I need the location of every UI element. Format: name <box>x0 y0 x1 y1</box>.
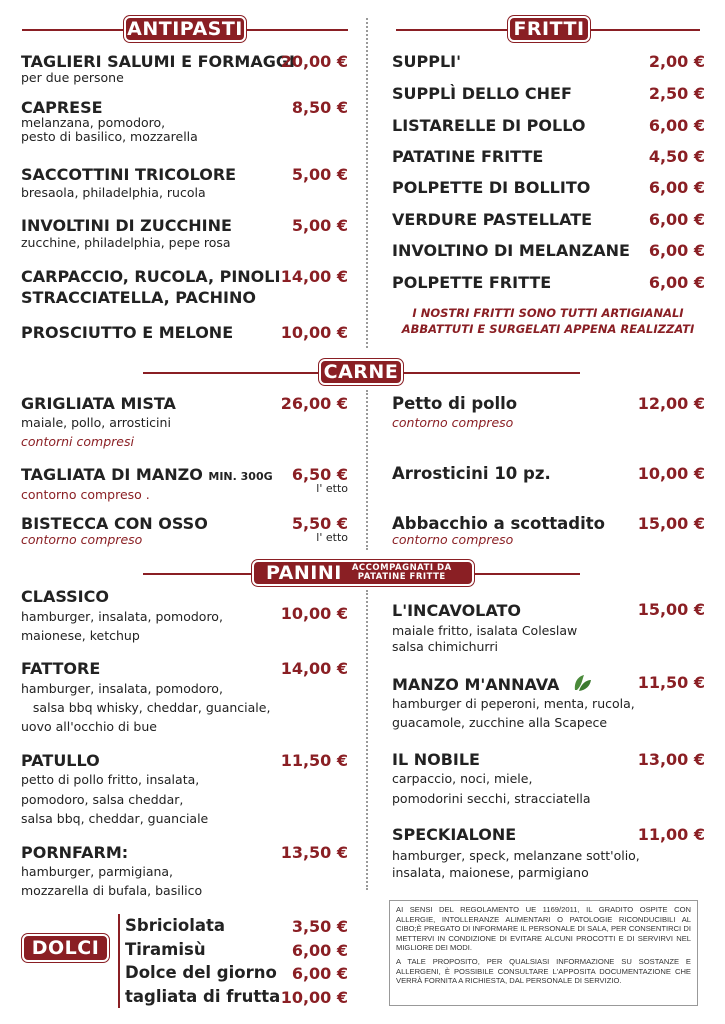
column-divider-carne <box>366 390 368 550</box>
antipasti-item-price: 10,00 € <box>280 323 348 342</box>
panini-banner-title: PANINI <box>266 562 342 584</box>
carne-item-note: contorno compreso <box>392 415 514 430</box>
carne-item-name: GRIGLIATA MISTA <box>21 394 176 413</box>
panini-item-desc: carpaccio, noci, miele, <box>392 771 533 786</box>
panini-item-price: 11,00 € <box>637 825 705 844</box>
allergen-notice-paragraph: AI SENSI DEL REGOLAMENTO UE 1169/2011, IL GRADITO OSPITE CON ALLERGIE, INTOLLERANZE ALIMENTARI O PATOLOGIE RICONDUCIBILI AL CIBO;È PREGATO DI INFORMARE IL PERSONALE DI SALA, PER CONSENTIRCI DI METTERVI IN CONDIZIONE DI EVITARE ALCUNI PROCOTTI E DI SERVIRVI NEL MIGLIORE DEI MODI. <box>396 905 691 953</box>
dolci-item-price: 6,00 € <box>291 964 348 983</box>
fritti-item-name: VERDURE PASTELLATE <box>392 210 593 229</box>
fritti-item-price: 6,00 € <box>648 116 705 135</box>
carne-item-price: 6,50 € <box>291 465 348 484</box>
dolci-vertical-rule <box>118 914 120 1008</box>
fritti-item-price: 6,00 € <box>648 241 705 260</box>
antipasti-item-price: 5,00 € <box>291 216 348 235</box>
panini-item-name: PORNFARM: <box>21 843 129 862</box>
fritti-item-name: PATATINE FRITTE <box>392 147 544 166</box>
fritti-note-line2: ABBATTUTI E SURGELATI APPENA REALIZZATI <box>401 322 695 336</box>
panini-item-desc: pomodoro, salsa cheddar, <box>21 792 184 807</box>
carne-item-min-weight: MIN. 300G <box>208 470 273 483</box>
panini-item-price: 13,50 € <box>280 843 348 862</box>
antipasti-item-name: CARPACCIO, RUCOLA, PINOLI <box>21 267 281 286</box>
panini-item-desc: mozzarella di bufala, basilico <box>21 883 203 898</box>
panini-banner-subtitle <box>352 564 452 582</box>
fritti-item-price: 2,00 € <box>648 52 705 71</box>
panini-item-desc: salsa chimichurri <box>392 639 498 654</box>
panini-item-desc: hamburger, parmigiana, <box>21 864 174 879</box>
panini-item-name: PATULLO <box>21 751 100 770</box>
carne-item-name: Petto di pollo <box>392 394 518 413</box>
panini-item-desc: hamburger, insalata, pomodoro, <box>21 681 223 696</box>
antipasti-item-name: TAGLIERI SALUMI E FORMAGGI <box>21 52 295 71</box>
fritti-item-price: 2,50 € <box>648 84 705 103</box>
panini-banner <box>252 560 474 586</box>
fritti-note-line1: I NOSTRI FRITTI SONO TUTTI ARTIGIANALI <box>412 306 684 320</box>
panini-item-desc: hamburger, speck, melanzane sott'olio, <box>392 848 640 863</box>
carne-item-note: contorno compreso <box>392 532 514 547</box>
panini-item-desc: guacamole, zucchine alla Scapece <box>392 715 608 730</box>
panini-item-name: FATTORE <box>21 659 101 678</box>
carne-item-name: Arrosticini 10 pz. <box>392 464 551 483</box>
carne-item-unit: l' etto <box>316 482 348 495</box>
panini-item-desc: uovo all'occhio di bue <box>21 719 157 734</box>
fritti-item-name: POLPETTE DI BOLLITO <box>392 178 591 197</box>
fritti-item-name: SUPPLI' <box>392 52 462 71</box>
dolci-item-price: 6,00 € <box>291 941 348 960</box>
antipasti-item-desc: zucchine, philadelphia, pepe rosa <box>21 235 231 250</box>
allergen-notice <box>389 900 698 1006</box>
panini-item-price: 14,00 € <box>280 659 348 678</box>
panini-item-desc: hamburger, insalata, pomodoro, <box>21 609 223 624</box>
column-divider-top <box>366 18 368 348</box>
carne-item-price: 10,00 € <box>637 464 705 483</box>
panini-item-price: 11,50 € <box>637 673 705 692</box>
carne-item-price: 26,00 € <box>280 394 348 413</box>
carne-item-unit: l' etto <box>316 531 348 544</box>
antipasti-item-name-line2: STRACCIATELLA, PACHINO <box>21 288 256 307</box>
antipasti-item-name: INVOLTINI DI ZUCCHINE <box>21 216 232 235</box>
panini-item-price: 15,00 € <box>637 600 705 619</box>
antipasti-item-price: 8,50 € <box>291 98 348 117</box>
panini-subtitle-line1: ACCOMPAGNATI DA <box>351 563 452 573</box>
column-divider-panini <box>366 590 368 890</box>
panini-item-name: IL NOBILE <box>392 750 480 769</box>
dolci-banner: DOLCI <box>22 934 109 962</box>
antipasti-item-name: PROSCIUTTO E MELONE <box>21 323 234 342</box>
panini-item-price: 13,00 € <box>637 750 705 769</box>
carne-item-note: contorno compreso <box>21 532 143 547</box>
vegetarian-leaf-icon <box>571 672 593 694</box>
fritti-item-name: INVOLTINO DI MELANZANE <box>392 241 630 260</box>
panini-item-name: SPECKIALONE <box>392 825 517 844</box>
carne-item-desc: maiale, pollo, arrosticini <box>21 415 171 430</box>
carne-item-price: 5,50 € <box>291 514 348 533</box>
panini-item-desc: insalata, maionese, parmigiano <box>392 865 589 880</box>
antipasti-item-desc: pesto di basilico, mozzarella <box>21 129 198 144</box>
panini-item-desc: maiale fritto, isalata Coleslaw <box>392 623 578 638</box>
antipasti-item-desc: melanzana, pomodoro, <box>21 115 166 130</box>
carne-item-name: Abbacchio a scottadito <box>392 514 605 533</box>
antipasti-item-name: SACCOTTINI TRICOLORE <box>21 165 237 184</box>
dolci-item-name: Tiramisù <box>125 940 206 959</box>
fritti-item-price: 6,00 € <box>648 178 705 197</box>
carne-item-note: contorni compresi <box>21 434 134 449</box>
panini-item-desc: petto di pollo fritto, insalata, <box>21 772 200 787</box>
dolci-item-price: 3,50 € <box>291 917 348 936</box>
panini-item-desc: salsa bbq, cheddar, guanciale <box>21 811 209 826</box>
panini-item-desc: hamburger di peperoni, menta, rucola, <box>392 696 635 711</box>
carne-item-name: BISTECCA CON OSSO <box>21 514 208 533</box>
panini-item-desc: salsa bbq whisky, cheddar, guanciale, <box>21 700 271 715</box>
fritti-item-price: 6,00 € <box>648 210 705 229</box>
antipasti-item-price: 20,00 € <box>280 52 348 71</box>
panini-item-price: 11,50 € <box>280 751 348 770</box>
allergen-notice-paragraph: A TALE PROPOSITO, PER QUALSIASI INFORMAZIONE SU SOSTANZE E ALLERGENI, È POSSIBILE CONSULTARE L'APPOSITA DOCUMENTAZIONE CHE VERRÀ FORNITA A RICHIESTA, DAL PERSONALE DI SERVIZIO. <box>396 956 691 986</box>
dolci-item-name: tagliata di frutta <box>125 987 281 1006</box>
carne-banner: CARNE <box>319 359 403 385</box>
dolci-item-price: 10,00 € <box>280 988 348 1007</box>
panini-item-price: 10,00 € <box>280 604 348 623</box>
dolci-item-name: Dolce del giorno <box>125 963 277 982</box>
panini-item-name: L'INCAVOLATO <box>392 601 522 620</box>
carne-item-note: contorno compreso . <box>21 487 150 502</box>
dolci-item-name: Sbriciolata <box>125 916 226 935</box>
panini-item-name: CLASSICO <box>21 587 109 606</box>
panini-item-name: MANZO M'ANNAVA <box>392 675 560 694</box>
carne-item-name-text: TAGLIATA DI MANZO <box>21 465 203 484</box>
antipasti-item-desc: per due persone <box>21 70 124 85</box>
fritti-item-name: POLPETTE FRITTE <box>392 273 552 292</box>
carne-item-name <box>21 465 273 486</box>
antipasti-item-price: 14,00 € <box>280 267 348 286</box>
antipasti-item-desc: bresaola, philadelphia, rucola <box>21 185 206 200</box>
antipasti-item-price: 5,00 € <box>291 165 348 184</box>
carne-item-price: 15,00 € <box>637 514 705 533</box>
fritti-item-price: 4,50 € <box>648 147 705 166</box>
fritti-item-name: LISTARELLE DI POLLO <box>392 116 586 135</box>
carne-item-price: 12,00 € <box>637 394 705 413</box>
fritti-item-name: SUPPLÌ DELLO CHEF <box>392 84 572 103</box>
antipasti-banner: ANTIPASTI <box>124 16 246 42</box>
panini-item-desc: pomodorini secchi, stracciatella <box>392 791 591 806</box>
antipasti-item-name: CAPRESE <box>21 98 103 117</box>
panini-item-desc: maionese, ketchup <box>21 628 140 643</box>
panini-subtitle-line2: PATATINE FRITTE <box>357 572 446 582</box>
fritti-banner: FRITTI <box>508 16 590 42</box>
fritti-item-price: 6,00 € <box>648 273 705 292</box>
